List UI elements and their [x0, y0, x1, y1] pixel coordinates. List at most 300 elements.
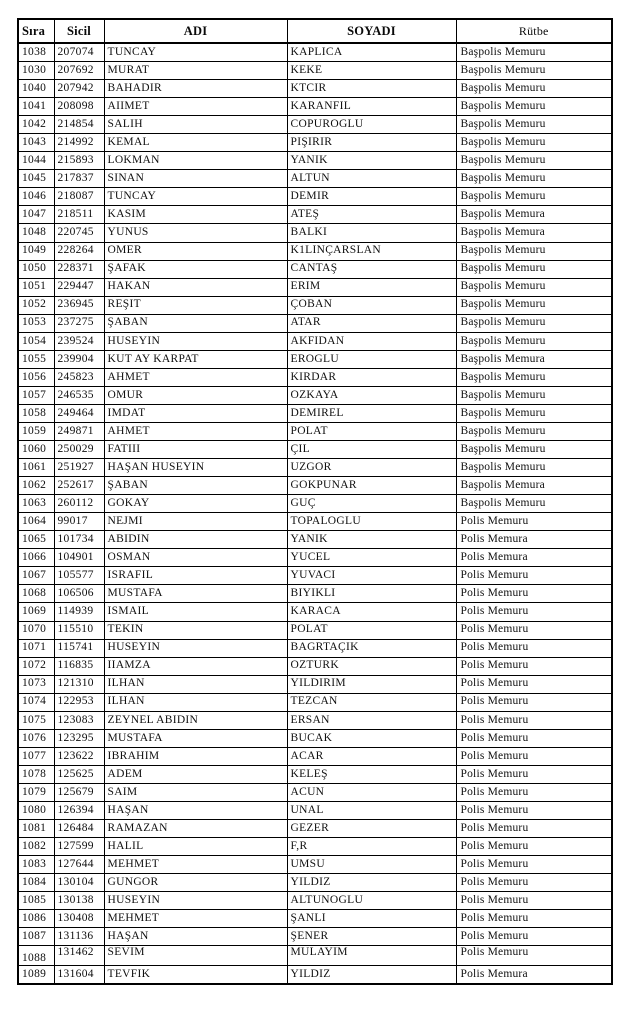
adi-cell: HAKAN — [104, 278, 287, 296]
sira-cell: 1079 — [18, 783, 54, 801]
table-row — [18, 495, 612, 513]
soyadi-cell: PIŞIRIR — [287, 134, 456, 152]
rutbe-cell: Polis Memuru — [456, 856, 612, 874]
column-header-sira: Sıra — [18, 19, 54, 43]
adi-cell: KASIM — [104, 206, 287, 224]
sira-cell: 1060 — [18, 441, 54, 459]
adi-cell: HAŞAN — [104, 801, 287, 819]
sicil-cell: 214992 — [54, 134, 104, 152]
table-row — [18, 62, 612, 80]
column-header-rutbe: Rütbe — [456, 19, 612, 43]
rutbe-cell: Başpolis Memura — [456, 206, 612, 224]
rutbe-cell: Polis Memuru — [456, 603, 612, 621]
sira-cell: 1040 — [18, 80, 54, 98]
table-row — [18, 856, 612, 874]
sira-cell: 1041 — [18, 98, 54, 116]
adi-cell: ŞABAN — [104, 477, 287, 495]
rutbe-cell: Polis Memura — [456, 966, 612, 985]
adi-cell: SAIM — [104, 783, 287, 801]
column-header-sicil: Sicil — [54, 19, 104, 43]
sira-cell: 1088 — [18, 946, 54, 966]
adi-cell: GOKAY — [104, 495, 287, 513]
adi-cell: SEVIM — [104, 946, 287, 966]
sira-cell: 1072 — [18, 657, 54, 675]
adi-cell: TUNCAY — [104, 43, 287, 62]
adi-cell: NEJMI — [104, 513, 287, 531]
rutbe-cell: Polis Memuru — [456, 729, 612, 747]
soyadi-cell: YUCEL — [287, 549, 456, 567]
sira-cell: 1070 — [18, 621, 54, 639]
header-row — [18, 19, 612, 43]
sira-cell: 1046 — [18, 188, 54, 206]
soyadi-cell: KELEŞ — [287, 765, 456, 783]
sicil-cell: 237275 — [54, 314, 104, 332]
table-row — [18, 874, 612, 892]
adi-cell: GUNGOR — [104, 874, 287, 892]
adi-cell: HUSEYIN — [104, 892, 287, 910]
adi-cell: SINAN — [104, 170, 287, 188]
soyadi-cell: GUÇ — [287, 495, 456, 513]
sira-cell: 1058 — [18, 404, 54, 422]
table-row — [18, 206, 612, 224]
rutbe-cell: Başpolis Memuru — [456, 459, 612, 477]
table-row — [18, 422, 612, 440]
table-row — [18, 838, 612, 856]
sicil-cell: 251927 — [54, 459, 104, 477]
soyadi-cell: YUVACI — [287, 567, 456, 585]
adi-cell: FATIII — [104, 441, 287, 459]
table-row — [18, 549, 612, 567]
sicil-cell: 115741 — [54, 639, 104, 657]
sira-cell: 1051 — [18, 278, 54, 296]
sira-cell: 1082 — [18, 838, 54, 856]
sira-cell: 1065 — [18, 531, 54, 549]
soyadi-cell: EROGLU — [287, 350, 456, 368]
sicil-cell: 131604 — [54, 966, 104, 985]
soyadi-cell: DEMIR — [287, 188, 456, 206]
table-row — [18, 657, 612, 675]
soyadi-cell: YILDIZ — [287, 874, 456, 892]
rutbe-cell: Polis Memuru — [456, 801, 612, 819]
sicil-cell: 229447 — [54, 278, 104, 296]
rutbe-cell: Başpolis Memuru — [456, 188, 612, 206]
sira-cell: 1084 — [18, 874, 54, 892]
sira-cell: 1057 — [18, 386, 54, 404]
adi-cell: KUT AY KARPAT — [104, 350, 287, 368]
rutbe-cell: Başpolis Memuru — [456, 134, 612, 152]
table-row — [18, 224, 612, 242]
soyadi-cell: ÇOBAN — [287, 296, 456, 314]
adi-cell: KEMAL — [104, 134, 287, 152]
sicil-cell: 123295 — [54, 729, 104, 747]
sira-cell: 1085 — [18, 892, 54, 910]
rutbe-cell: Başpolis Memuru — [456, 386, 612, 404]
sira-cell: 1075 — [18, 711, 54, 729]
rutbe-cell: Polis Memuru — [456, 657, 612, 675]
sicil-cell: 99017 — [54, 513, 104, 531]
sicil-cell: 127644 — [54, 856, 104, 874]
adi-cell: ILHAN — [104, 693, 287, 711]
soyadi-cell: AKFIDAN — [287, 332, 456, 350]
sira-cell: 1074 — [18, 693, 54, 711]
table-row — [18, 188, 612, 206]
sicil-cell: 252617 — [54, 477, 104, 495]
adi-cell: OSMAN — [104, 549, 287, 567]
sira-cell: 1080 — [18, 801, 54, 819]
soyadi-cell: ACUN — [287, 783, 456, 801]
soyadi-cell: ERSAN — [287, 711, 456, 729]
soyadi-cell: MULAYIM — [287, 946, 456, 966]
sicil-cell: 218087 — [54, 188, 104, 206]
adi-cell: IBRAHIM — [104, 747, 287, 765]
rutbe-cell: Polis Memuru — [456, 928, 612, 946]
table-row — [18, 801, 612, 819]
table-row — [18, 260, 612, 278]
table-row — [18, 477, 612, 495]
sicil-cell: 125625 — [54, 765, 104, 783]
soyadi-cell: ALTUNOGLU — [287, 892, 456, 910]
sicil-cell: 123622 — [54, 747, 104, 765]
table-row — [18, 513, 612, 531]
soyadi-cell: ÇIL — [287, 441, 456, 459]
sicil-cell: 236945 — [54, 296, 104, 314]
adi-cell: BAHADIR — [104, 80, 287, 98]
sira-cell: 1055 — [18, 350, 54, 368]
sicil-cell: 239524 — [54, 332, 104, 350]
sicil-cell: 228264 — [54, 242, 104, 260]
soyadi-cell: YANIK — [287, 531, 456, 549]
adi-cell: IMDAT — [104, 404, 287, 422]
rutbe-cell: Başpolis Memuru — [456, 441, 612, 459]
sicil-cell: 125679 — [54, 783, 104, 801]
sira-cell: 1068 — [18, 585, 54, 603]
sira-cell: 1062 — [18, 477, 54, 495]
soyadi-cell: YILDIRIM — [287, 675, 456, 693]
adi-cell: MURAT — [104, 62, 287, 80]
rutbe-cell: Başpolis Memura — [456, 224, 612, 242]
soyadi-cell: OZTURK — [287, 657, 456, 675]
table-row — [18, 43, 612, 62]
sira-cell: 1086 — [18, 910, 54, 928]
sicil-cell: 126394 — [54, 801, 104, 819]
table-row — [18, 711, 612, 729]
table-row — [18, 459, 612, 477]
table-header — [18, 19, 612, 43]
rutbe-cell: Başpolis Memuru — [456, 260, 612, 278]
sicil-cell: 249464 — [54, 404, 104, 422]
adi-cell: ŞAFAK — [104, 260, 287, 278]
sira-cell: 1050 — [18, 260, 54, 278]
sicil-cell: 218511 — [54, 206, 104, 224]
rutbe-cell: Başpolis Memuru — [456, 80, 612, 98]
rutbe-cell: Başpolis Memuru — [456, 242, 612, 260]
adi-cell: HALIL — [104, 838, 287, 856]
adi-cell: ADEM — [104, 765, 287, 783]
sira-cell: 1052 — [18, 296, 54, 314]
soyadi-cell: BALKI — [287, 224, 456, 242]
rutbe-cell: Polis Memuru — [456, 910, 612, 928]
sicil-cell: 106506 — [54, 585, 104, 603]
rutbe-cell: Polis Memuru — [456, 585, 612, 603]
rutbe-cell: Polis Memuru — [456, 946, 612, 966]
soyadi-cell: GEZER — [287, 820, 456, 838]
rutbe-cell: Polis Memuru — [456, 639, 612, 657]
sira-cell: 1078 — [18, 765, 54, 783]
soyadi-cell: TEZCAN — [287, 693, 456, 711]
rutbe-cell: Polis Memuru — [456, 711, 612, 729]
adi-cell: MEHMET — [104, 910, 287, 928]
adi-cell: IIAMZA — [104, 657, 287, 675]
soyadi-cell: ACAR — [287, 747, 456, 765]
sira-cell: 1076 — [18, 729, 54, 747]
sicil-cell: 131462 — [54, 946, 104, 966]
rutbe-cell: Başpolis Memuru — [456, 368, 612, 386]
table-row — [18, 332, 612, 350]
table-row — [18, 531, 612, 549]
adi-cell: HUSEYIN — [104, 639, 287, 657]
adi-cell: HUSEYIN — [104, 332, 287, 350]
table-row — [18, 639, 612, 657]
adi-cell: ZEYNEL ABIDIN — [104, 711, 287, 729]
sira-cell: 1047 — [18, 206, 54, 224]
table-row — [18, 966, 612, 985]
sicil-cell: 130408 — [54, 910, 104, 928]
sicil-cell: 217837 — [54, 170, 104, 188]
sira-cell: 1081 — [18, 820, 54, 838]
sicil-cell: 239904 — [54, 350, 104, 368]
sira-cell: 1069 — [18, 603, 54, 621]
table-row — [18, 278, 612, 296]
adi-cell: RAMAZAN — [104, 820, 287, 838]
adi-cell: TUNCAY — [104, 188, 287, 206]
table-row — [18, 314, 612, 332]
adi-cell: YUNUS — [104, 224, 287, 242]
adi-cell: MEHMET — [104, 856, 287, 874]
soyadi-cell: ERIM — [287, 278, 456, 296]
table-row — [18, 404, 612, 422]
adi-cell: AHMET — [104, 422, 287, 440]
rutbe-cell: Polis Memuru — [456, 747, 612, 765]
sira-cell: 1056 — [18, 368, 54, 386]
soyadi-cell: POLAT — [287, 422, 456, 440]
sicil-cell: 249871 — [54, 422, 104, 440]
rutbe-cell: Polis Memura — [456, 549, 612, 567]
sira-cell: 1064 — [18, 513, 54, 531]
adi-cell: AIIMET — [104, 98, 287, 116]
rutbe-cell: Başpolis Memuru — [456, 62, 612, 80]
sira-cell: 1089 — [18, 966, 54, 985]
adi-cell: ŞABAN — [104, 314, 287, 332]
soyadi-cell: ATAR — [287, 314, 456, 332]
rutbe-cell: Polis Memura — [456, 531, 612, 549]
table-row — [18, 386, 612, 404]
adi-cell: OMER — [104, 242, 287, 260]
sira-cell: 1083 — [18, 856, 54, 874]
sira-cell: 1053 — [18, 314, 54, 332]
table-row — [18, 242, 612, 260]
sicil-cell: 228371 — [54, 260, 104, 278]
rutbe-cell: Polis Memuru — [456, 621, 612, 639]
rutbe-cell: Polis Memuru — [456, 892, 612, 910]
soyadi-cell: BAGRTAÇIK — [287, 639, 456, 657]
sira-cell: 1049 — [18, 242, 54, 260]
sira-cell: 1043 — [18, 134, 54, 152]
table-body — [18, 43, 612, 984]
table-row — [18, 170, 612, 188]
soyadi-cell: UZGOR — [287, 459, 456, 477]
table-row — [18, 783, 612, 801]
table-row — [18, 368, 612, 386]
sira-cell: 1048 — [18, 224, 54, 242]
rutbe-cell: Başpolis Memuru — [456, 404, 612, 422]
sira-cell: 1030 — [18, 62, 54, 80]
sicil-cell: 101734 — [54, 531, 104, 549]
soyadi-cell: POLAT — [287, 621, 456, 639]
sicil-cell: 115510 — [54, 621, 104, 639]
sicil-cell: 122953 — [54, 693, 104, 711]
rutbe-cell: Polis Memuru — [456, 820, 612, 838]
sicil-cell: 207942 — [54, 80, 104, 98]
sicil-cell: 250029 — [54, 441, 104, 459]
soyadi-cell: COPUROGLU — [287, 116, 456, 134]
adi-cell: MUSTAFA — [104, 585, 287, 603]
table-row — [18, 693, 612, 711]
table-row — [18, 350, 612, 368]
sicil-cell: 207692 — [54, 62, 104, 80]
rutbe-cell: Başpolis Memuru — [456, 170, 612, 188]
soyadi-cell: YILDIZ — [287, 966, 456, 985]
soyadi-cell: TOPALOGLU — [287, 513, 456, 531]
table-row — [18, 729, 612, 747]
rutbe-cell: Başpolis Memuru — [456, 98, 612, 116]
sicil-cell: 215893 — [54, 152, 104, 170]
sira-cell: 1044 — [18, 152, 54, 170]
table-row — [18, 820, 612, 838]
rutbe-cell: Polis Memuru — [456, 783, 612, 801]
sicil-cell: 126484 — [54, 820, 104, 838]
rutbe-cell: Başpolis Memura — [456, 350, 612, 368]
sicil-cell: 130138 — [54, 892, 104, 910]
adi-cell: ISMAIL — [104, 603, 287, 621]
soyadi-cell: ATEŞ — [287, 206, 456, 224]
sira-cell: 1077 — [18, 747, 54, 765]
table-row — [18, 928, 612, 946]
soyadi-cell: KTCIR — [287, 80, 456, 98]
sicil-cell: 131136 — [54, 928, 104, 946]
table-row — [18, 946, 612, 966]
sira-cell: 1087 — [18, 928, 54, 946]
sira-cell: 1067 — [18, 567, 54, 585]
sira-cell: 1059 — [18, 422, 54, 440]
adi-cell: OMUR — [104, 386, 287, 404]
adi-cell: MUSTAFA — [104, 729, 287, 747]
table-row — [18, 296, 612, 314]
personnel-table — [17, 18, 613, 985]
soyadi-cell: KIRDAR — [287, 368, 456, 386]
sicil-cell: 121310 — [54, 675, 104, 693]
rutbe-cell: Başpolis Memuru — [456, 422, 612, 440]
rutbe-cell: Başpolis Memuru — [456, 43, 612, 62]
rutbe-cell: Başpolis Memuru — [456, 278, 612, 296]
sira-cell: 1038 — [18, 43, 54, 62]
soyadi-cell: KARANFIL — [287, 98, 456, 116]
rutbe-cell: Başpolis Memura — [456, 477, 612, 495]
sicil-cell: 245823 — [54, 368, 104, 386]
rutbe-cell: Polis Memuru — [456, 675, 612, 693]
rutbe-cell: Başpolis Memuru — [456, 495, 612, 513]
table-row — [18, 441, 612, 459]
adi-cell: ABIDIN — [104, 531, 287, 549]
adi-cell: SALIH — [104, 116, 287, 134]
sira-cell: 1071 — [18, 639, 54, 657]
table-row — [18, 80, 612, 98]
sira-cell: 1045 — [18, 170, 54, 188]
table-row — [18, 765, 612, 783]
sicil-cell: 114939 — [54, 603, 104, 621]
table-row — [18, 675, 612, 693]
soyadi-cell: KARACA — [287, 603, 456, 621]
soyadi-cell: ALTUN — [287, 170, 456, 188]
sicil-cell: 207074 — [54, 43, 104, 62]
rutbe-cell: Başpolis Memuru — [456, 314, 612, 332]
soyadi-cell: CANTAŞ — [287, 260, 456, 278]
soyadi-cell: KEKE — [287, 62, 456, 80]
sicil-cell: 246535 — [54, 386, 104, 404]
rutbe-cell: Polis Memuru — [456, 874, 612, 892]
sira-cell: 1073 — [18, 675, 54, 693]
soyadi-cell: YANIK — [287, 152, 456, 170]
rutbe-cell: Polis Memuru — [456, 693, 612, 711]
soyadi-cell: DEMIREL — [287, 404, 456, 422]
sira-cell: 1042 — [18, 116, 54, 134]
sicil-cell: 123083 — [54, 711, 104, 729]
table-row — [18, 585, 612, 603]
rutbe-cell: Polis Memuru — [456, 567, 612, 585]
rutbe-cell: Polis Memuru — [456, 765, 612, 783]
adi-cell: TEVFIK — [104, 966, 287, 985]
table-row — [18, 603, 612, 621]
table-row — [18, 910, 612, 928]
adi-cell: AHMET — [104, 368, 287, 386]
sicil-cell: 105577 — [54, 567, 104, 585]
adi-cell: ISRAFIL — [104, 567, 287, 585]
table-row — [18, 892, 612, 910]
soyadi-cell: UMSU — [287, 856, 456, 874]
adi-cell: HAŞAN — [104, 928, 287, 946]
column-header-soyadi: SOYADI — [287, 19, 456, 43]
column-header-adi: ADI — [104, 19, 287, 43]
sicil-cell: 214854 — [54, 116, 104, 134]
sicil-cell: 130104 — [54, 874, 104, 892]
soyadi-cell: OZKAYA — [287, 386, 456, 404]
soyadi-cell: BIYIKLI — [287, 585, 456, 603]
sicil-cell: 220745 — [54, 224, 104, 242]
sira-cell: 1054 — [18, 332, 54, 350]
adi-cell: REŞIT — [104, 296, 287, 314]
sicil-cell: 208098 — [54, 98, 104, 116]
sicil-cell: 116835 — [54, 657, 104, 675]
table-row — [18, 116, 612, 134]
soyadi-cell: ŞANLI — [287, 910, 456, 928]
adi-cell: LOKMAN — [104, 152, 287, 170]
soyadi-cell: F,R — [287, 838, 456, 856]
table-row — [18, 747, 612, 765]
sira-cell: 1066 — [18, 549, 54, 567]
rutbe-cell: Başpolis Memuru — [456, 296, 612, 314]
table-row — [18, 621, 612, 639]
sicil-cell: 104901 — [54, 549, 104, 567]
soyadi-cell: BUCAK — [287, 729, 456, 747]
